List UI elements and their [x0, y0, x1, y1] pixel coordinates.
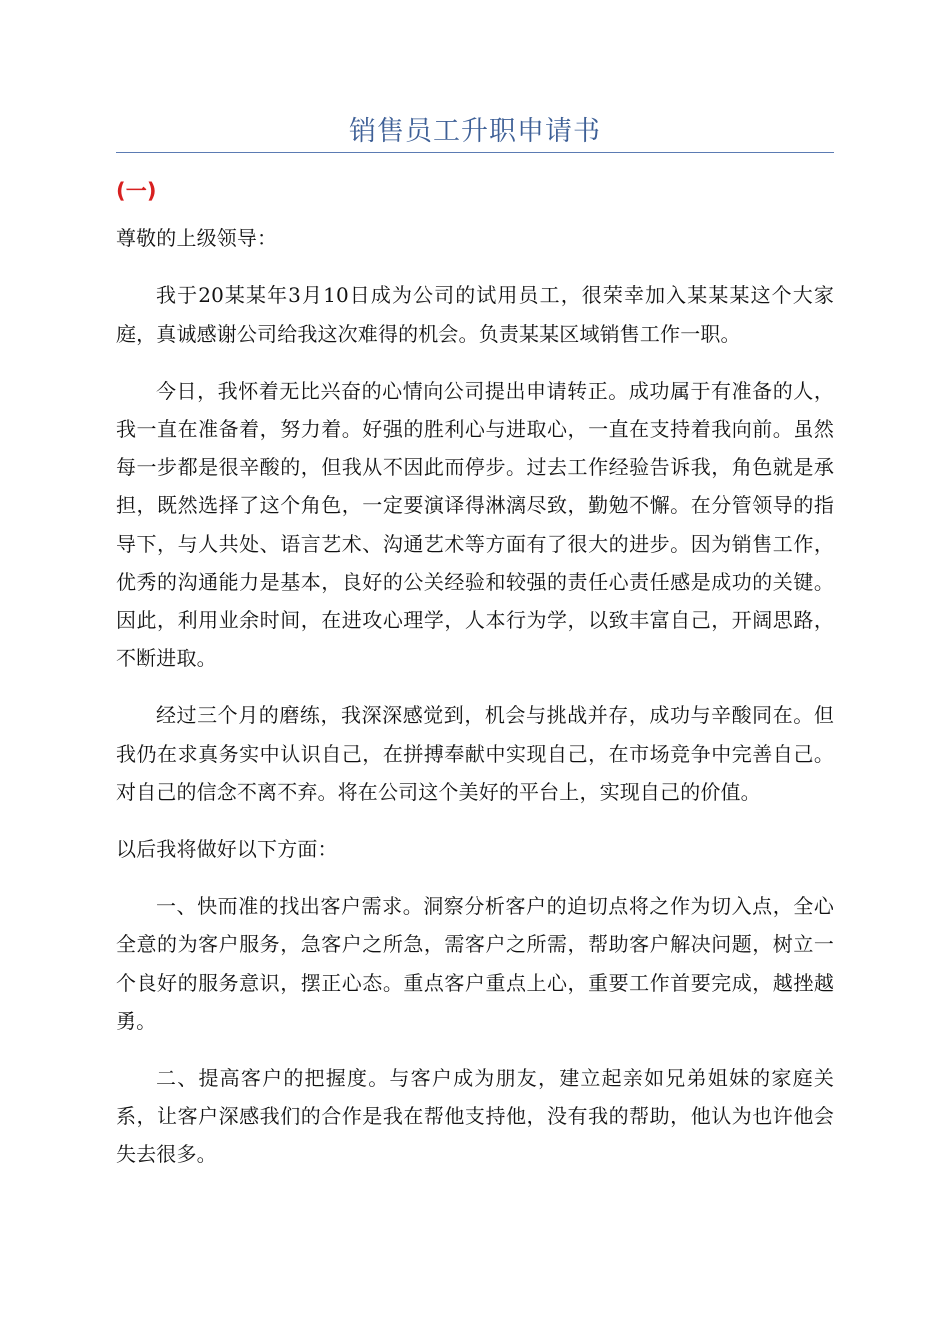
plan-item-two: 二、提高客户的把握度。与客户成为朋友，建立起亲如兄弟姐妹的家庭关系，让客户深感我们的合作是我在帮他支持他，没有我的帮助，他认为也许他会失去很多。 — [116, 1066, 834, 1167]
section-marker: (一) — [116, 179, 157, 203]
plan-heading: 以后我将做好以下方面： — [116, 837, 338, 862]
paragraph-application: 今日，我怀着无比兴奋的心情向公司提出申请转正。成功属于有准备的人，我一直在准备着，努力着。好强的胜利心与进取心，一直在支持着我向前。虽然每一步都是很辛酸的，但我从不因此而停步。过去工作经验告诉我，角色就是承担，既然选择了这个角色，一定要演译得淋漓尽致，勤勉不懈。在分管领导的指导下，与人共处、语言艺术、沟通艺术等方面有了很大的进步。因为销售工作，优秀的沟通能力是基本，良好的公关经验和较强的责任心责任感是成功的关键。因此，利用业余时间，在进攻心理学，人本行为学，以致丰富自己，开阔思路，不断进取。 — [116, 378, 834, 671]
title-underline — [116, 152, 834, 153]
paragraph-reflection: 经过三个月的磨练，我深深感觉到，机会与挑战并存，成功与辛酸同在。但我仍在求真务实中认识自己，在拼搏奉献中实现自己，在市场竞争中完善自己。对自己的信念不离不弃。将在公司这个美好的平台上，实现自己的价值。 — [116, 703, 834, 804]
document-title: 销售员工升职申请书 — [349, 116, 601, 147]
salutation: 尊敬的上级领导： — [116, 226, 278, 251]
paragraph-introduction: 我于20某某年3月10日成为公司的试用员工，很荣幸加入某某某这个大家庭，真诚感谢公司给我这次难得的机会。负责某某区域销售工作一职。 — [116, 283, 834, 346]
plan-item-one: 一、快而准的找出客户需求。洞察分析客户的迫切点将之作为切入点，全心全意的为客户服务，急客户之所急，需客户之所需，帮助客户解决问题，树立一个良好的服务意识，摆正心态。重点客户重点上心，重要工作首要完成，越挫越勇。 — [116, 894, 834, 1033]
document-body — [116, 172, 834, 1193]
